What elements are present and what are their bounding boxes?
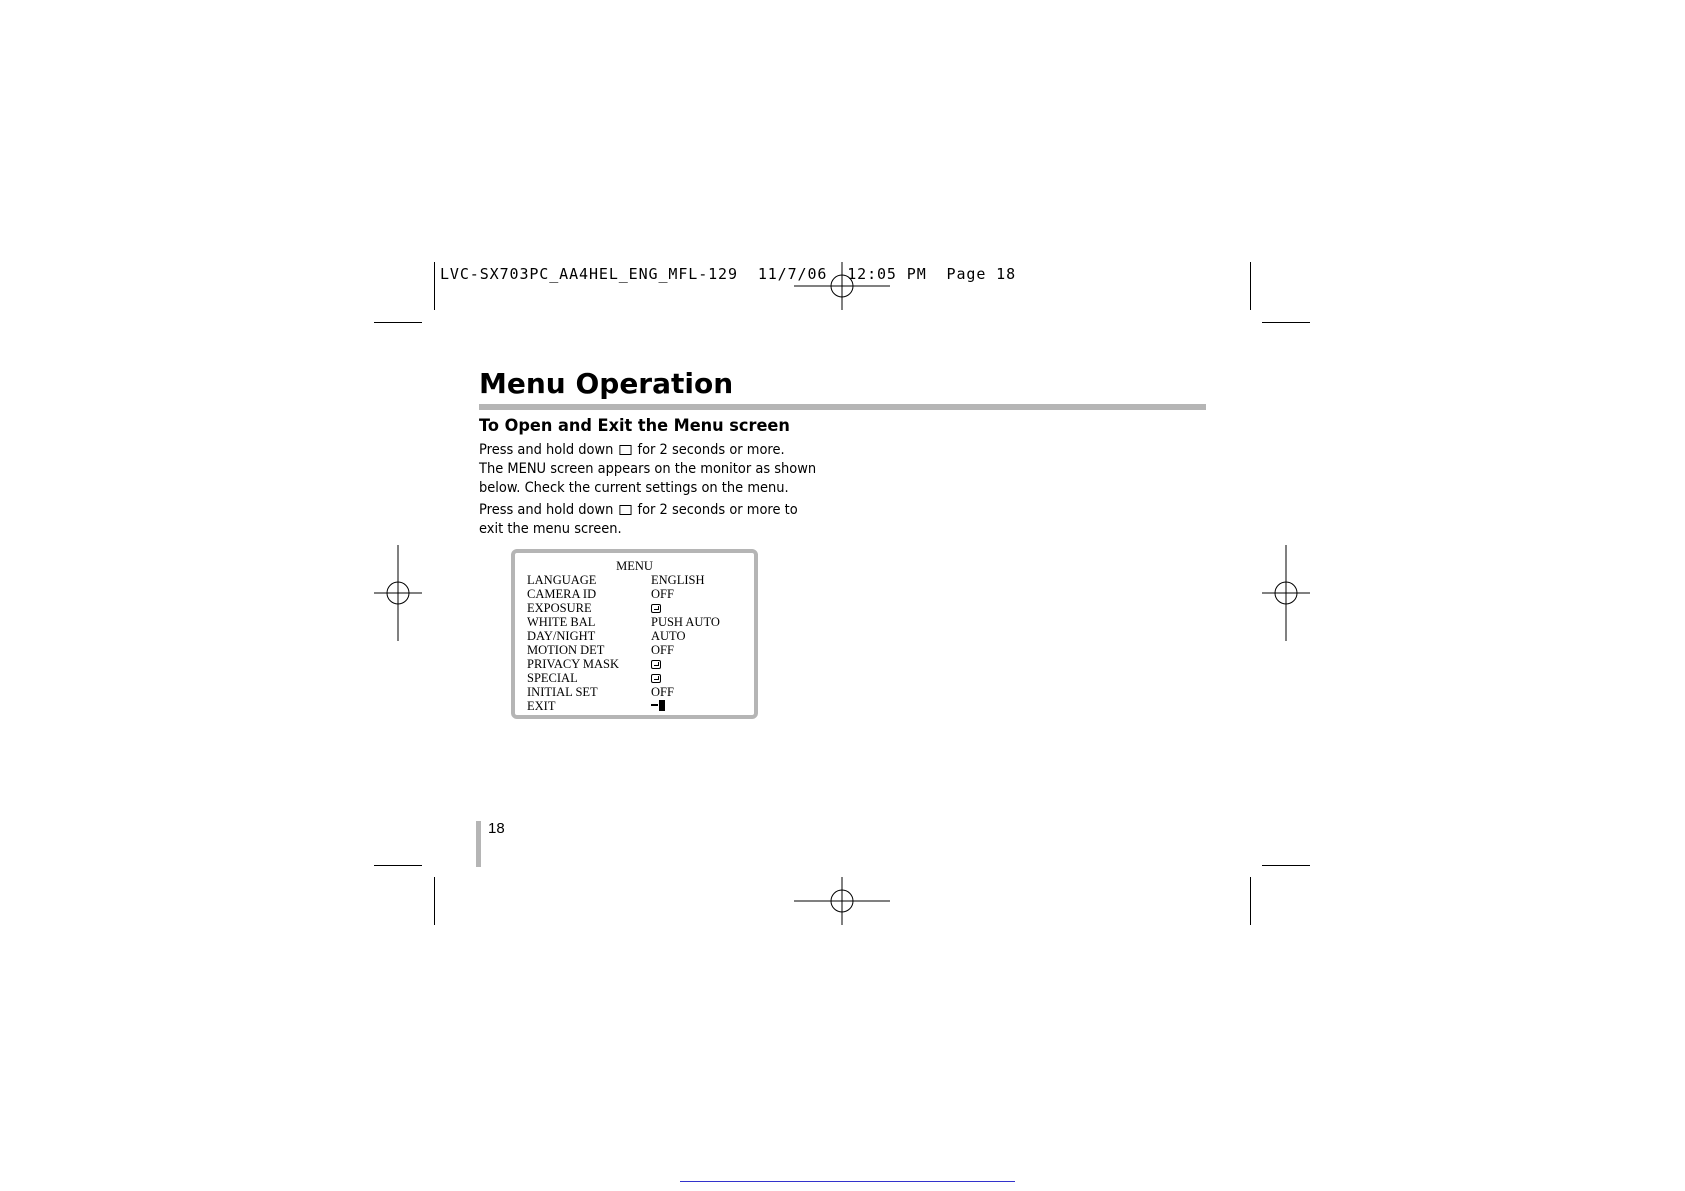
menu-row-label: INITIAL SET xyxy=(527,685,598,699)
menu-row-label: MOTION DET xyxy=(527,643,605,657)
menu-row-language xyxy=(527,573,747,587)
menu-row-value xyxy=(651,601,661,616)
enter-icon xyxy=(651,674,661,683)
menu-row-special xyxy=(527,671,747,685)
header-page-label: Page 18 xyxy=(946,265,1017,283)
menu-row-exposure xyxy=(527,601,747,615)
instruction-line-4 xyxy=(479,501,798,520)
menu-row-label: WHITE BAL xyxy=(527,615,596,629)
instruction-line-1 xyxy=(479,441,785,460)
menu-row-value: ENGLISH xyxy=(651,573,705,587)
header-filename: LVC-SX703PC_AA4HEL_ENG_MFL-129 xyxy=(440,265,738,283)
menu-screen-title: MENU xyxy=(616,559,653,573)
registration-mark-bottom xyxy=(794,877,890,925)
crop-mark-top-right-v xyxy=(1250,262,1251,310)
registration-mark-left xyxy=(374,545,422,641)
exit-icon xyxy=(651,700,665,711)
menu-row-value: OFF xyxy=(651,685,674,699)
crop-mark-bottom-right-v xyxy=(1250,877,1251,925)
menu-key-icon xyxy=(619,445,631,455)
menu-row-label: DAY/NIGHT xyxy=(527,629,596,643)
menu-row-label: PRIVACY MASK xyxy=(527,657,620,671)
crop-mark-bottom-left-v xyxy=(434,877,435,925)
menu-row-value: AUTO xyxy=(651,629,686,643)
menu-row-value: OFF xyxy=(651,587,674,601)
instruction-line-2: The MENU screen appears on the monitor as shown xyxy=(479,461,817,477)
menu-row-day-night xyxy=(527,629,747,643)
section-subtitle: To Open and Exit the Menu screen xyxy=(479,416,790,436)
menu-row-label: CAMERA ID xyxy=(527,587,597,601)
menu-row-label: EXPOSURE xyxy=(527,601,592,615)
menu-row-value xyxy=(651,657,661,672)
menu-key-icon xyxy=(619,505,631,515)
menu-row-value: PUSH AUTO xyxy=(651,615,720,629)
menu-row-value xyxy=(651,671,661,686)
enter-icon xyxy=(651,660,661,669)
section-title: Menu Operation xyxy=(479,367,734,400)
instruction-text: Press and hold down xyxy=(479,502,618,518)
footer-link-underline[interactable] xyxy=(680,1181,1015,1182)
menu-row-value xyxy=(651,699,665,714)
instruction-text: Press and hold down xyxy=(479,442,618,458)
crop-mark-top-left-h xyxy=(374,322,422,323)
print-header xyxy=(440,265,1016,283)
page-number-bar xyxy=(476,821,481,867)
menu-row-label: LANGUAGE xyxy=(527,573,597,587)
menu-row-initial-set xyxy=(527,685,747,699)
instruction-line-3: below. Check the current settings on the menu. xyxy=(479,480,789,496)
menu-screen-illustration xyxy=(511,549,758,719)
menu-row-label: SPECIAL xyxy=(527,671,578,685)
header-time: 12:05 PM xyxy=(847,265,927,283)
instruction-text: for 2 seconds or more to xyxy=(633,502,798,518)
header-date: 11/7/06 xyxy=(757,265,828,283)
registration-mark-right xyxy=(1262,545,1310,641)
menu-row-white-bal xyxy=(527,615,747,629)
crop-mark-bottom-right-h xyxy=(1262,865,1310,866)
menu-row-value: OFF xyxy=(651,643,674,657)
menu-row-motion-det xyxy=(527,643,747,657)
menu-row-camera-id xyxy=(527,587,747,601)
menu-row-label: EXIT xyxy=(527,699,556,713)
instruction-text: for 2 seconds or more. xyxy=(633,442,785,458)
crop-mark-bottom-left-h xyxy=(374,865,422,866)
crop-mark-top-left-v xyxy=(434,262,435,310)
title-underline xyxy=(479,404,1206,410)
menu-row-exit xyxy=(527,699,747,713)
crop-mark-top-right-h xyxy=(1262,322,1310,323)
menu-row-privacy-mask xyxy=(527,657,747,671)
enter-icon xyxy=(651,604,661,613)
page-number: 18 xyxy=(488,820,505,837)
instruction-line-5: exit the menu screen. xyxy=(479,521,622,537)
